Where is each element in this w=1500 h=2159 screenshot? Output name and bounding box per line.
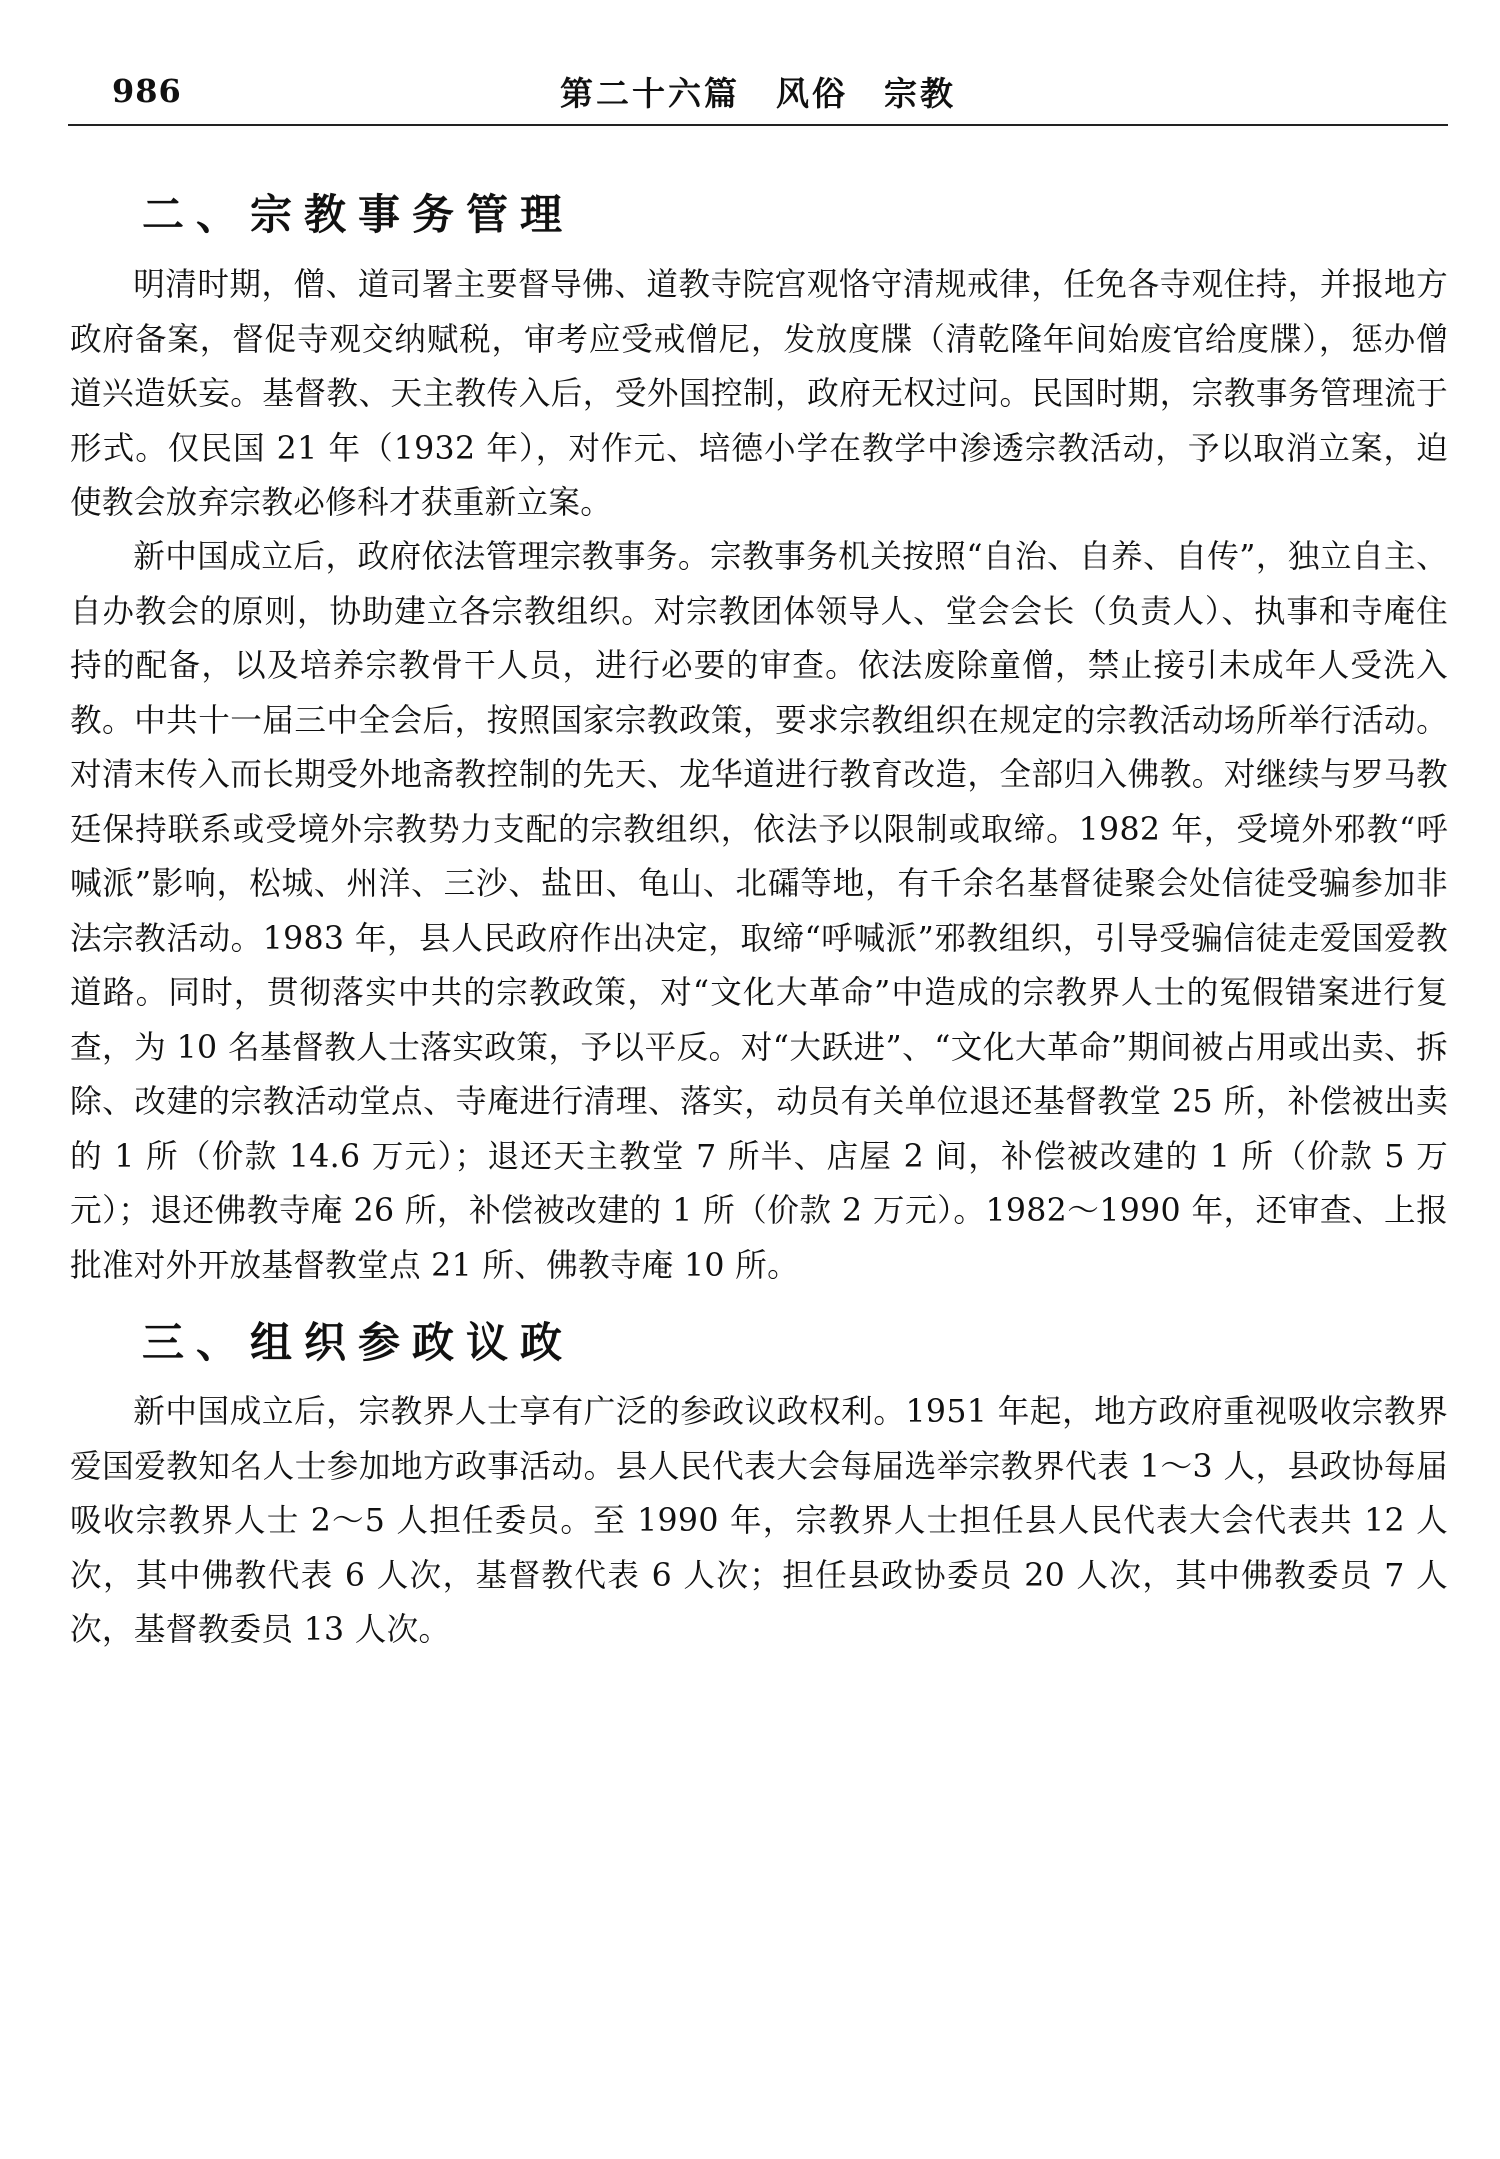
section-heading-religious-affairs: 二、宗教事务管理 — [142, 190, 575, 239]
section-heading-political-participation: 三、组织参政议政 — [142, 1318, 575, 1367]
paragraph: 新中国成立后，宗教界人士享有广泛的参政议政权利。1951 年起，地方政府重视吸收宗教界爱国爱教知名人士参加地方政事活动。县人民代表大会每届选举宗教界代表 1～3 人，县政协每届吸收宗教界人士 2～5 人担任委员。至 1990 年，宗教界人士担任县人民代表大会代表共 12 人次，其中佛教代表 6 人次，基督教代表 6 人次；担任县政协委员 20 人次，其中佛教委员 7 人次，基督教委员 13 人次。 — [70, 1394, 1448, 1648]
page-number: 986 — [112, 72, 182, 110]
running-title: 第二十六篇 风俗 宗教 — [560, 74, 956, 113]
paragraph: 明清时期，僧、道司署主要督导佛、道教寺院宫观恪守清规戒律，任免各寺观住持，并报地方政府备案，督促寺观交纳赋税，审考应受戒僧尼，发放度牒（清乾隆年间始废官给度牒），惩办僧道兴造妖妄。基督教、天主教传入后，受外国控制，政府无权过问。民国时期，宗教事务管理流于形式。仅民国 21 年（1932 年），对作元、培德小学在教学中渗透宗教活动，予以取消立案，迫使教会放弃宗教必修科才获重新立案。 — [70, 267, 1448, 521]
page-header — [68, 58, 1448, 126]
paragraph: 新中国成立后，政府依法管理宗教事务。宗教事务机关按照“自治、自养、自传”，独立自主、自办教会的原则，协助建立各宗教组织。对宗教团体领导人、堂会会长（负责人）、执事和寺庵住持的配备，以及培养宗教骨干人员，进行必要的审查。依法废除童僧，禁止接引未成年人受洗入教。中共十一届三中全会后，按照国家宗教政策，要求宗教组织在规定的宗教活动场所举行活动。对清末传入而长期受外地斋教控制的先天、龙华道进行教育改造，全部归入佛教。对继续与罗马教廷保持联系或受境外宗教势力支配的宗教组织，依法予以限制或取缔。1982 年，受境外邪教“呼喊派”影响，松城、州洋、三沙、盐田、龟山、北礵等地，有千余名基督徒聚会处信徒受骗参加非法宗教活动。1983 年，县人民政府作出决定，取缔“呼喊派”邪教组织，引导受骗信徒走爱国爱教道路。同时，贯彻落实中共的宗教政策，对“文化大革命”中造成的宗教界人士的冤假错案进行复查，为 10 名基督教人士落实政策，予以平反。对“大跃进”、“文化大革命”期间被占用或出卖、拆除、改建的宗教活动堂点、寺庵进行清理、落实，动员有关单位退还基督教堂 25 所，补偿被出卖的 1 所（价款 14.6 万元）；退还天主教堂 7 所半、店屋 2 间，补偿被改建的 1 所（价款 5 万元）；退还佛教寺庵 26 所，补偿被改建的 1 所（价款 2 万元）。1982～1990 年，还审查、上报批准对外开放基督教堂点 21 所、佛教寺庵 10 所。 — [70, 539, 1448, 1284]
